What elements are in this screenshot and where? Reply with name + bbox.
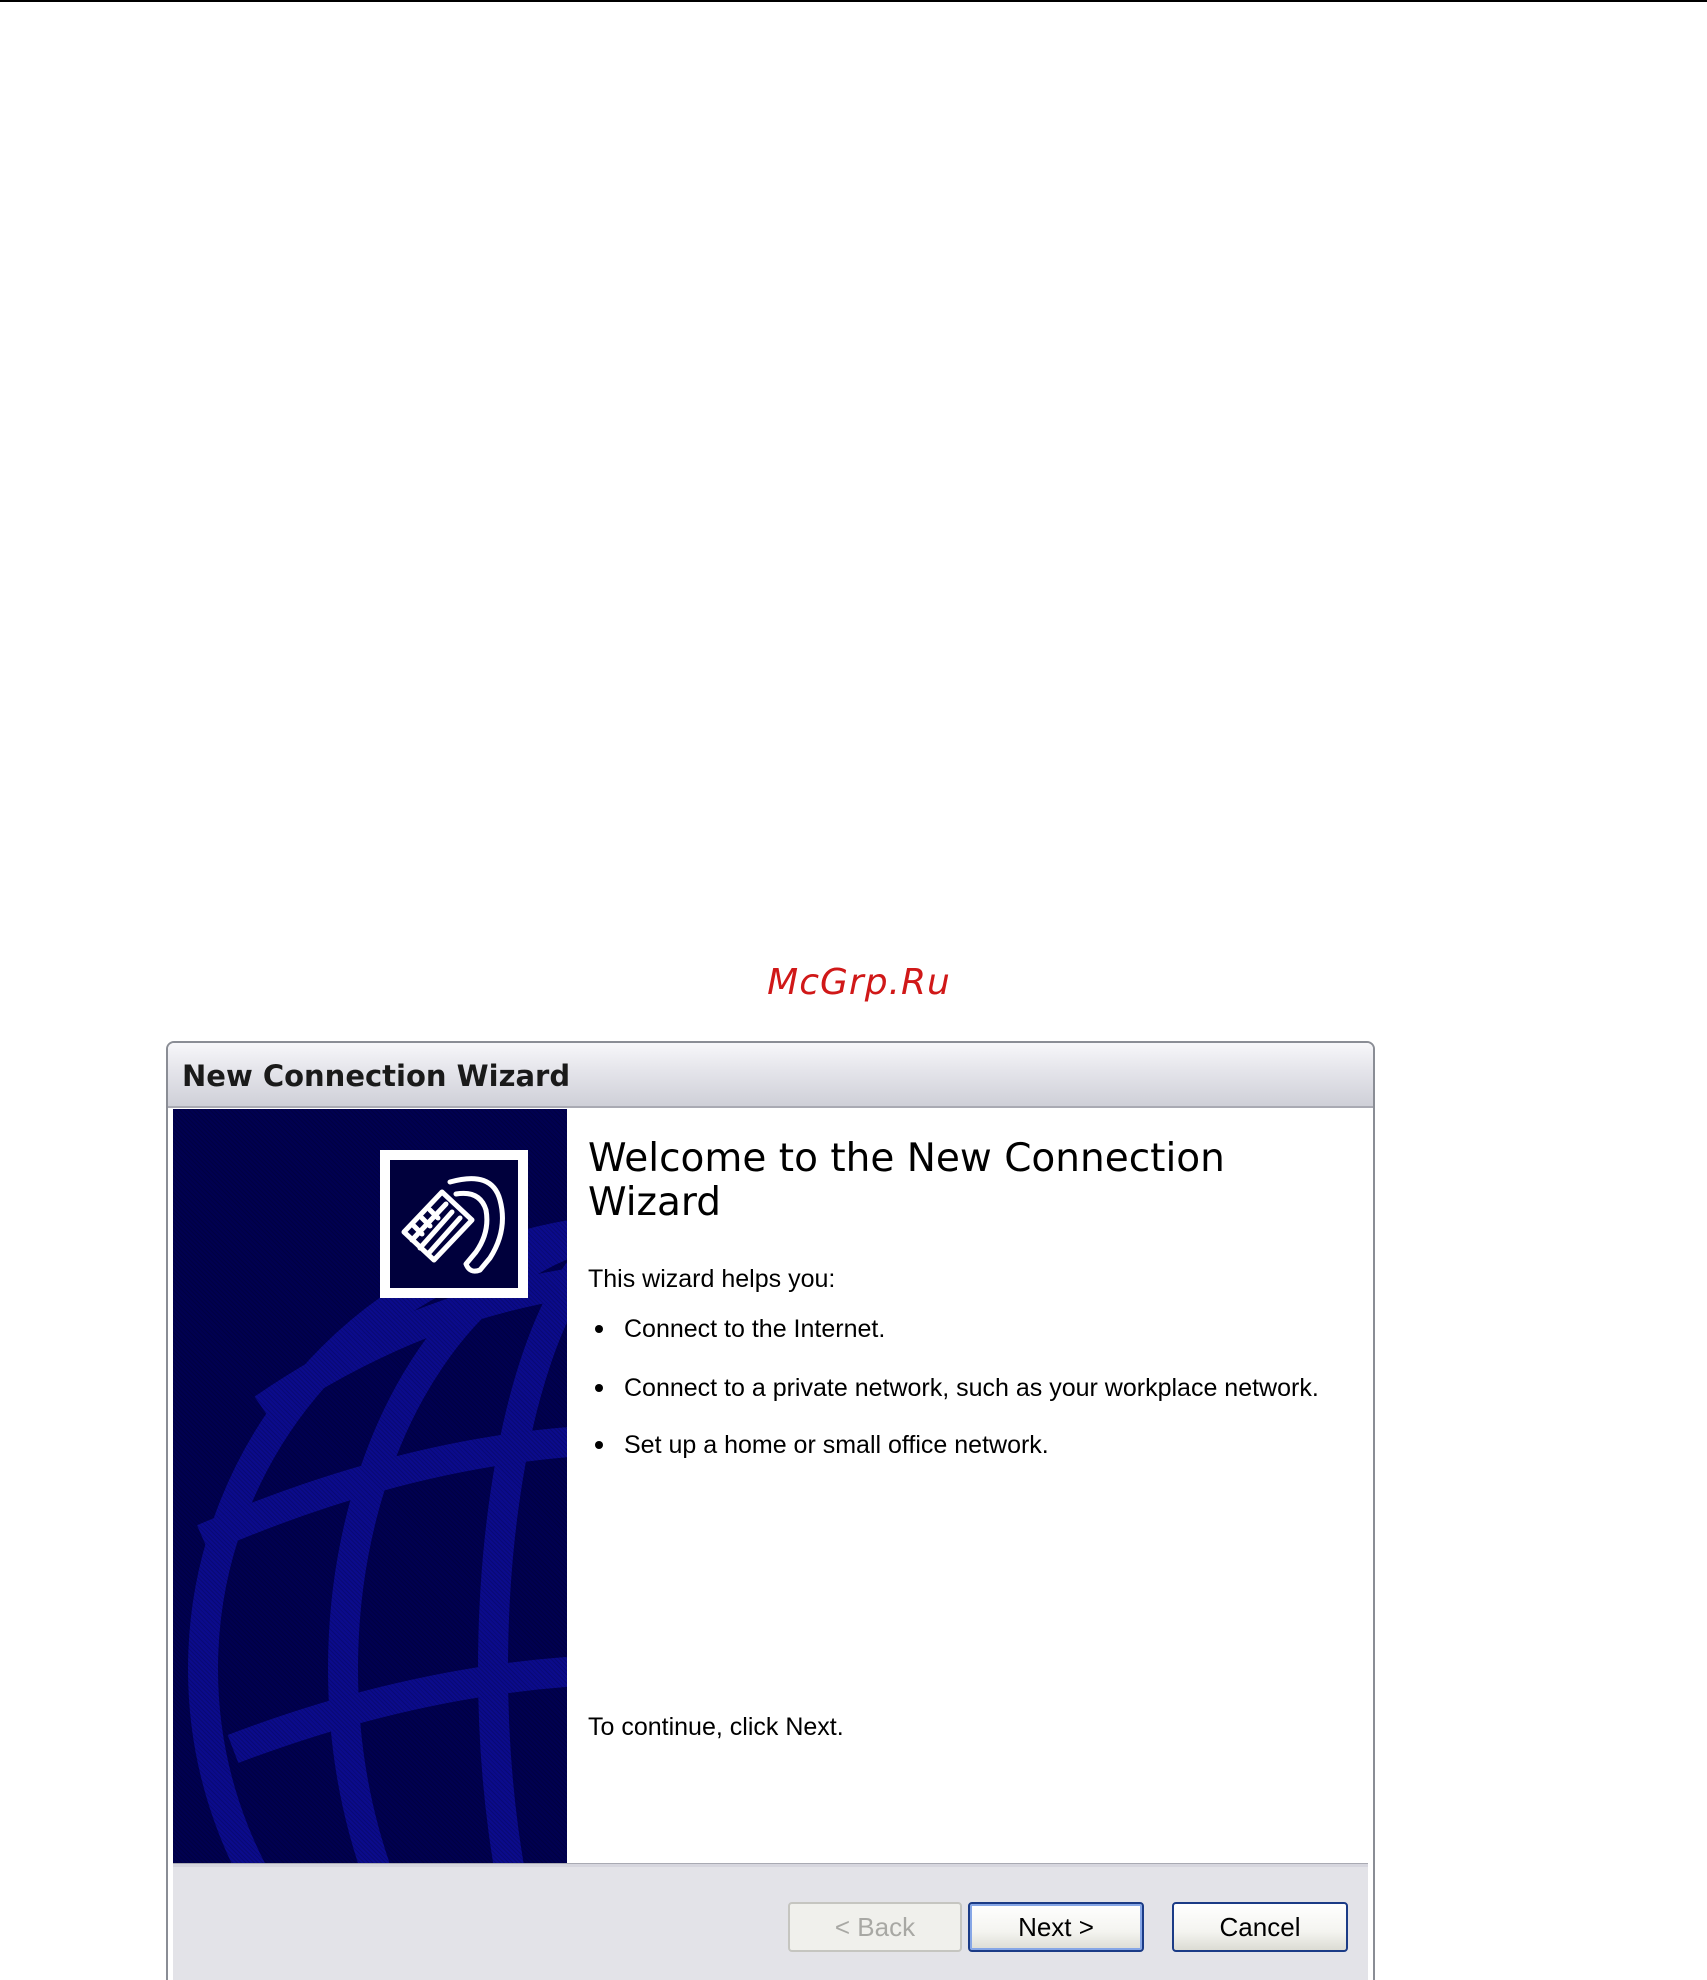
watermark: McGrp.Ru bbox=[767, 962, 951, 1003]
feature-list bbox=[588, 1314, 1328, 1489]
back-button[interactable]: < Back bbox=[788, 1902, 962, 1952]
network-plug-icon bbox=[390, 1160, 518, 1288]
title-bar[interactable] bbox=[168, 1043, 1373, 1108]
list-item bbox=[588, 1314, 1328, 1345]
wizard-window bbox=[166, 1041, 1375, 1980]
bullet-icon bbox=[595, 1384, 603, 1392]
wizard-logo bbox=[380, 1150, 528, 1298]
cancel-button[interactable]: Cancel bbox=[1172, 1902, 1348, 1952]
bullet-icon bbox=[595, 1441, 603, 1449]
intro-text: This wizard helps you: bbox=[588, 1265, 836, 1293]
list-item-text: Connect to the Internet. bbox=[624, 1315, 886, 1343]
window-title: New Connection Wizard bbox=[182, 1059, 571, 1093]
wizard-side-panel bbox=[173, 1109, 567, 1863]
list-item-text: Connect to a private network, such as your workplace network. bbox=[624, 1374, 1319, 1402]
button-bar bbox=[173, 1867, 1368, 1980]
list-item bbox=[588, 1430, 1328, 1461]
list-item bbox=[588, 1373, 1328, 1404]
page-title: Welcome to the New Connection Wizard bbox=[588, 1136, 1225, 1225]
next-button[interactable]: Next > bbox=[968, 1902, 1144, 1952]
bullet-icon bbox=[595, 1325, 603, 1333]
top-rule bbox=[0, 0, 1707, 2]
continue-text: To continue, click Next. bbox=[588, 1713, 844, 1741]
list-item-text: Set up a home or small office network. bbox=[624, 1431, 1049, 1459]
wizard-content bbox=[588, 1109, 1358, 1863]
